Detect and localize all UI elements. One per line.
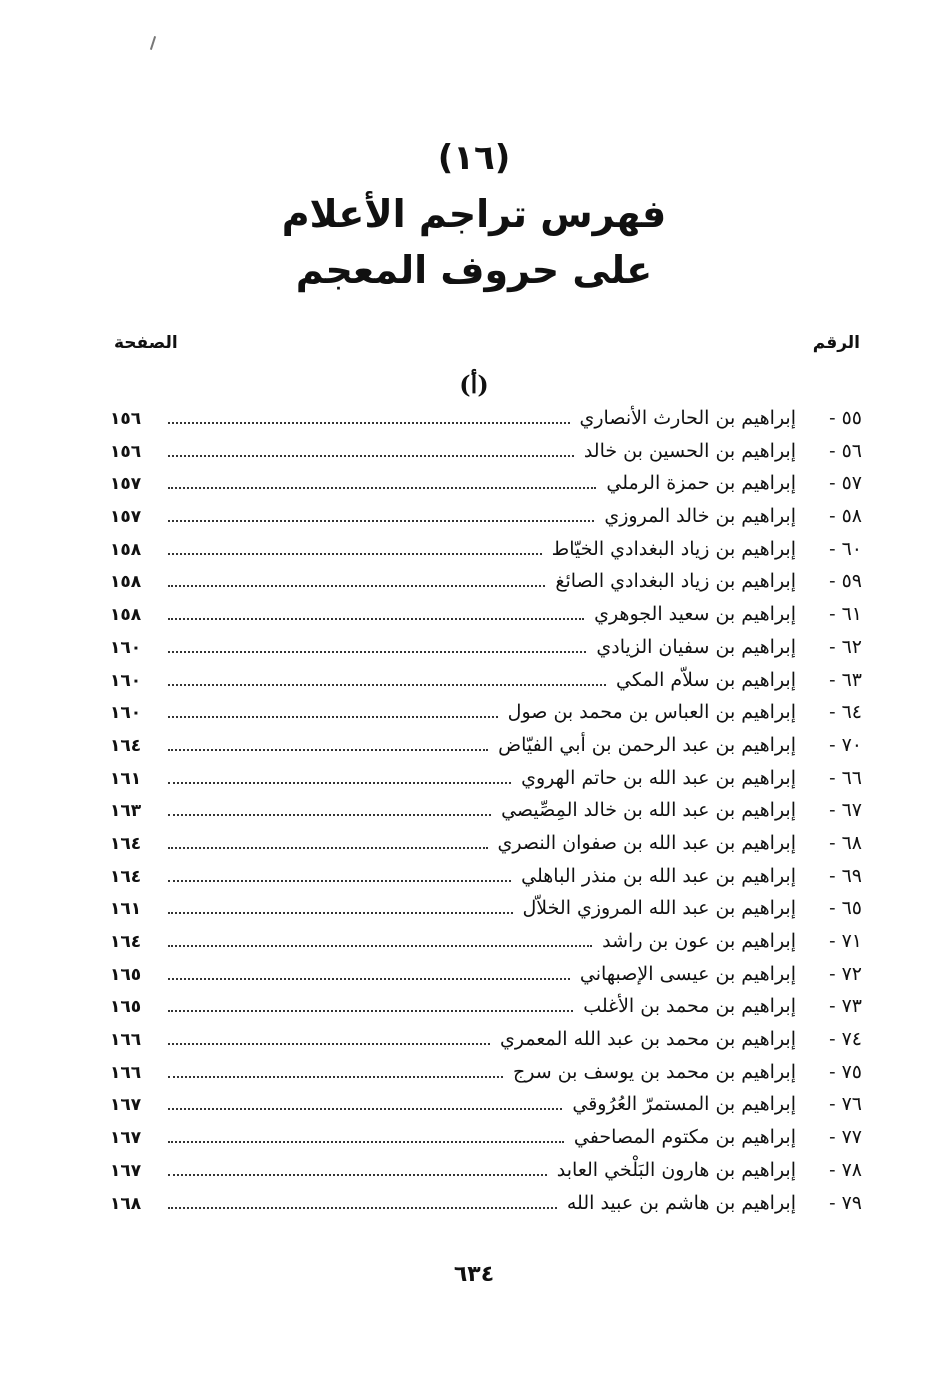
entry-page-number: ١٦٠: [110, 670, 142, 691]
entry-page-number: ١٦٤: [110, 866, 142, 887]
entry-page-number: ١٦٤: [110, 735, 142, 756]
entry-name: إبراهيم بن عبد الله بن حاتم الهروي: [521, 766, 796, 789]
dot-leader: [168, 651, 586, 653]
entry-name: إبراهيم بن سلاّم المكي: [616, 668, 796, 691]
index-entry: [110, 440, 862, 473]
entry-page-number: ١٦٧: [110, 1128, 142, 1149]
entry-page-number: ١٥٨: [110, 572, 142, 593]
dot-leader: [168, 1076, 503, 1078]
entry-page-number: ١٦٧: [110, 1095, 142, 1116]
index-entry: [110, 767, 862, 800]
entry-page-number: ١٦٦: [110, 1062, 142, 1083]
entry-name: إبراهيم بن عبد الرحمن بن أبي الفيّاض: [498, 733, 796, 756]
index-title-line-1: فهرس تراجم الأعلام: [281, 192, 667, 236]
entry-number: ٥٩ -: [829, 570, 862, 593]
entry-page-number: ١٦٨: [110, 1193, 142, 1214]
entry-number: ٦١ -: [829, 603, 862, 626]
entry-name: إبراهيم بن محمد بن الأغلب: [583, 995, 796, 1018]
entry-number: ٧٦ -: [829, 1093, 862, 1116]
entry-number: ٧٤ -: [829, 1028, 862, 1051]
column-header-number: الرقم: [812, 333, 860, 353]
index-entry: [110, 603, 862, 636]
entry-name: إبراهيم بن عيسى الإصبهاني: [579, 962, 796, 985]
dot-leader: [168, 1043, 490, 1045]
entry-page-number: ١٦٥: [110, 964, 142, 985]
index-entry: [110, 505, 862, 538]
index-entry: [110, 1192, 862, 1225]
index-entry: [110, 1126, 862, 1159]
index-entry-list: [110, 407, 862, 1224]
entry-page-number: ١٥٧: [110, 474, 142, 495]
dot-leader: [168, 422, 570, 424]
index-entry: [110, 538, 862, 571]
entry-page-number: ١٦١: [110, 899, 142, 920]
index-entry: [110, 897, 862, 930]
entry-number: ٦٦ -: [829, 766, 862, 789]
entry-name: إبراهيم بن سعيد الجوهري: [594, 603, 796, 626]
entry-name: إبراهيم بن عبد الله بن خالد المِصِّيصي: [501, 799, 796, 822]
index-entry: [110, 669, 862, 702]
dot-leader: [168, 814, 491, 816]
dot-leader: [168, 520, 594, 522]
entry-name: إبراهيم بن حمزة الرملي: [606, 472, 796, 495]
index-entry: [110, 865, 862, 898]
dot-leader: [168, 585, 545, 587]
index-entry: [110, 734, 862, 767]
dot-leader: [168, 749, 488, 751]
dot-leader: [168, 1108, 562, 1110]
page-number: ٦٣٤: [453, 1262, 495, 1287]
index-entry: [110, 1028, 862, 1061]
entry-name: إبراهيم بن سفيان الزيادي: [596, 635, 796, 658]
entry-page-number: ١٦٥: [110, 997, 142, 1018]
entry-page-number: ١٥٨: [110, 605, 142, 626]
index-entry: [110, 832, 862, 865]
entry-name: إبراهيم بن مكتوم المصاحفي: [573, 1126, 796, 1149]
entry-page-number: ١٦٣: [110, 801, 142, 822]
dot-leader: [168, 487, 596, 489]
index-entry: [110, 636, 862, 669]
index-entry: [110, 1159, 862, 1192]
dot-leader: [168, 912, 513, 914]
entry-number: ٧٠ -: [829, 733, 862, 756]
entry-number: ٥٧ -: [829, 472, 862, 495]
entry-name: إبراهيم بن خالد المروزي: [604, 505, 796, 528]
entry-name: إبراهيم بن عبد الله المروزي الخلاّل: [522, 897, 796, 920]
entry-name: إبراهيم بن محمد بن يوسف بن سرج: [513, 1060, 796, 1083]
entry-number: ٧٩ -: [829, 1191, 862, 1214]
index-entry: [110, 1061, 862, 1094]
entry-name: إبراهيم بن الحسين بن خالد: [583, 439, 796, 462]
index-title-line-2: على حروف المعجم: [295, 248, 653, 292]
entry-number: ٧٥ -: [829, 1060, 862, 1083]
index-entry: [110, 1093, 862, 1126]
column-header-page: الصفحة: [114, 333, 178, 353]
entry-page-number: ١٦٠: [110, 703, 142, 724]
entry-number: ٦٧ -: [829, 799, 862, 822]
letter-heading: (أ): [459, 370, 489, 399]
entry-number: ٧١ -: [829, 930, 862, 952]
entry-number: ٦٥ -: [829, 897, 862, 920]
dot-leader: [168, 684, 606, 686]
dot-leader: [168, 880, 511, 882]
entry-name: إبراهيم بن عبد الله بن منذر الباهلي: [521, 864, 796, 887]
entry-page-number: ١٦٤: [110, 932, 142, 952]
entry-page-number: ١٥٧: [110, 507, 142, 528]
entry-name: إبراهيم بن هاشم بن عبيد الله: [566, 1191, 796, 1214]
stray-pen-mark: [150, 36, 156, 50]
dot-leader: [168, 978, 570, 980]
entry-number: ٦٨ -: [829, 831, 862, 854]
entry-page-number: ١٥٦: [110, 409, 142, 429]
dot-leader: [168, 455, 574, 457]
index-entry: [110, 472, 862, 505]
entry-page-number: ١٥٨: [110, 539, 142, 560]
dot-leader: [168, 1174, 547, 1176]
entry-number: ٧٢ -: [829, 962, 862, 985]
entry-number: ٥٨ -: [829, 505, 862, 528]
index-entry: [110, 995, 862, 1028]
dot-leader: [168, 553, 542, 555]
entry-number: ٦٢ -: [829, 635, 862, 658]
index-entry: [110, 799, 862, 832]
index-entry: [110, 701, 862, 734]
entry-number: ٦٤ -: [829, 701, 862, 724]
dot-leader: [168, 1010, 573, 1012]
entry-number: ٦٠ -: [829, 537, 862, 560]
dot-leader: [168, 782, 511, 784]
dot-leader: [168, 716, 498, 718]
entry-number: ٧٨ -: [829, 1158, 862, 1181]
section-number: (١٦): [437, 138, 511, 178]
dot-leader: [168, 1207, 557, 1209]
entry-number: ٦٣ -: [829, 668, 862, 691]
entry-page-number: ١٦٤: [110, 833, 142, 854]
entry-number: ٧٧ -: [829, 1126, 862, 1149]
dot-leader: [168, 1141, 564, 1143]
dot-leader: [168, 618, 584, 620]
entry-name: إبراهيم بن المستمرّ العُرُوقي: [572, 1093, 796, 1116]
entry-page-number: ١٥٦: [110, 441, 142, 462]
index-entry: [110, 963, 862, 996]
index-entry: [110, 570, 862, 603]
entry-page-number: ١٦٧: [110, 1160, 142, 1181]
dot-leader: [168, 847, 488, 849]
entry-name: إبراهيم بن عون بن راشد: [602, 930, 796, 952]
index-entry: [110, 930, 862, 963]
entry-number: ٦٩ -: [829, 864, 862, 887]
dot-leader: [168, 945, 592, 947]
entry-number: ٧٣ -: [829, 995, 862, 1018]
index-entry: [110, 407, 862, 440]
entry-name: إبراهيم بن زياد البغدادي الصائغ: [555, 570, 796, 593]
entry-number: ٥٥ -: [829, 407, 862, 429]
entry-name: إبراهيم بن زياد البغدادي الخيّاط: [551, 537, 796, 560]
entry-page-number: ١٦١: [110, 768, 142, 789]
entry-name: إبراهيم بن محمد بن عبد الله المعمري: [499, 1028, 796, 1051]
entry-name: إبراهيم بن هارون البَلْخي العابد: [556, 1158, 796, 1181]
entry-name: إبراهيم بن عبد الله بن صفوان النصري: [497, 831, 796, 854]
entry-page-number: ١٦٦: [110, 1030, 142, 1051]
entry-name: إبراهيم بن الحارث الأنصاري: [579, 407, 796, 429]
entry-name: إبراهيم بن العباس بن محمد بن صول: [507, 701, 796, 724]
entry-number: ٥٦ -: [829, 439, 862, 462]
entry-page-number: ١٦٠: [110, 637, 142, 658]
